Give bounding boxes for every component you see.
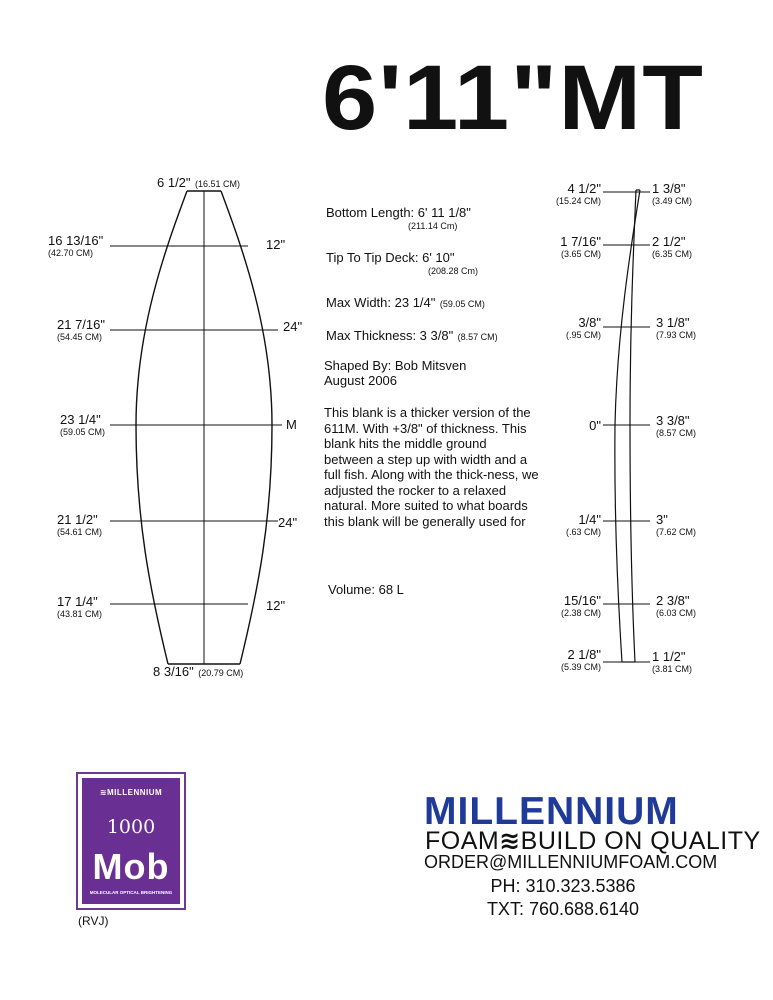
station-marker-24-bottom: 24" bbox=[278, 515, 298, 530]
shape-date: August 2006 bbox=[324, 373, 398, 388]
station-marker-24-top: 24" bbox=[283, 319, 303, 334]
spec-max-thickness: Max Thickness: 3 3/8" (8.57 CM) bbox=[326, 328, 498, 343]
rocker-right-label-2: 2 1/2" (6.35 CM) bbox=[652, 234, 693, 259]
company-email[interactable]: ORDER@MILLENNIUMFOAM.COM bbox=[424, 852, 718, 872]
mob-logo-brand: ≋MILLENNIUM bbox=[99, 788, 163, 797]
mob-logo-name: Mob bbox=[92, 846, 170, 887]
mob-logo-number: 1000 bbox=[106, 816, 156, 838]
spec-tip-to-tip: Tip To Tip Deck: 6' 10" (208.28 Cm) bbox=[326, 250, 479, 276]
width-dimension-4: 21 1/2" (54.61 CM) bbox=[57, 512, 103, 537]
spec-max-width: Max Width: 23 1/4" (59.05 CM) bbox=[326, 295, 485, 310]
rocker-right-label-6: 2 3/8" (6.03 CM) bbox=[656, 593, 697, 618]
spec-bottom-length: Bottom Length: 6' 11 1/8" (211.14 Cm) bbox=[326, 205, 471, 231]
rocker-left-label-2: 1 7/16" (3.65 CM) bbox=[560, 234, 601, 259]
company-text-number: TXT: 760.688.6140 bbox=[486, 899, 640, 919]
mob-logo-tagline: MOLECULAR OPTICAL BRIGHTENING bbox=[89, 890, 173, 895]
station-marker-12-top: 12" bbox=[266, 237, 286, 252]
width-dimension-5: 17 1/4" (43.81 CM) bbox=[57, 594, 103, 619]
company-name: MILLENNIUM bbox=[424, 790, 679, 833]
volume: Volume: 68 L bbox=[328, 582, 404, 597]
rocker-right-label-3: 3 1/8" (7.93 CM) bbox=[656, 315, 697, 340]
rocker-left-label-4: 0" bbox=[589, 418, 601, 433]
rocker-left-label-1: 4 1/2" (15.24 CM) bbox=[555, 181, 601, 206]
millennium-chevron-icon: ≋ bbox=[99, 788, 107, 797]
rocker-right-label-5: 3" (7.62 CM) bbox=[656, 512, 697, 537]
mob-logo-panel bbox=[82, 778, 180, 904]
rocker-deck-line bbox=[630, 190, 636, 662]
width-dimension-2: 21 7/16" (54.45 CM) bbox=[57, 317, 105, 342]
board-outline-left-rail bbox=[136, 191, 187, 664]
company-phone: PH: 310.323.5386 bbox=[490, 876, 636, 896]
mob-logo bbox=[76, 772, 186, 910]
rvj-code: (RVJ) bbox=[78, 914, 109, 928]
station-marker-middle: M bbox=[286, 417, 297, 432]
station-marker-12-bottom: 12" bbox=[266, 598, 286, 613]
shaped-by: Shaped By: Bob Mitsven bbox=[324, 358, 467, 373]
nose-width-dimension: 6 1/2" (16.51 CM) bbox=[157, 175, 240, 190]
board-outline-right-rail bbox=[221, 191, 272, 664]
millennium-chevron-icon: ≋ bbox=[499, 827, 521, 855]
rocker-right-label-7: 1 1/2" (3.81 CM) bbox=[652, 649, 693, 674]
blank-description: This blank is a thicker version of the 611M. With +3/8" of thickness. This blank hits the middle ground between a step up with width and a full fish. Along with the thick-ness, we adjusted the rocker to a relaxed natural. More suited to what boards this blank will be generally used for bbox=[324, 405, 539, 529]
rocker-right-label-1: 1 3/8" (3.49 CM) bbox=[652, 181, 693, 206]
page-title: 6'11"MT bbox=[322, 47, 705, 149]
rocker-left-label-5: 1/4" (.63 CM) bbox=[565, 512, 601, 537]
rocker-bottom-line bbox=[615, 190, 640, 662]
rocker-right-label-4: 3 3/8" (8.57 CM) bbox=[656, 413, 697, 438]
width-dimension-1: 16 13/16" (42.70 CM) bbox=[48, 233, 104, 258]
tail-width-dimension: 8 3/16" (20.79 CM) bbox=[153, 664, 244, 679]
width-dimension-3: 23 1/4" (59.05 CM) bbox=[60, 412, 106, 437]
rocker-left-label-6: 15/16" (2.38 CM) bbox=[560, 593, 601, 618]
rocker-left-label-3: 3/8" (.95 CM) bbox=[565, 315, 601, 340]
rocker-left-label-7: 2 1/8" (5.39 CM) bbox=[560, 647, 601, 672]
company-slogan-line: FOAM≋BUILD ON QUALITY bbox=[425, 827, 761, 855]
